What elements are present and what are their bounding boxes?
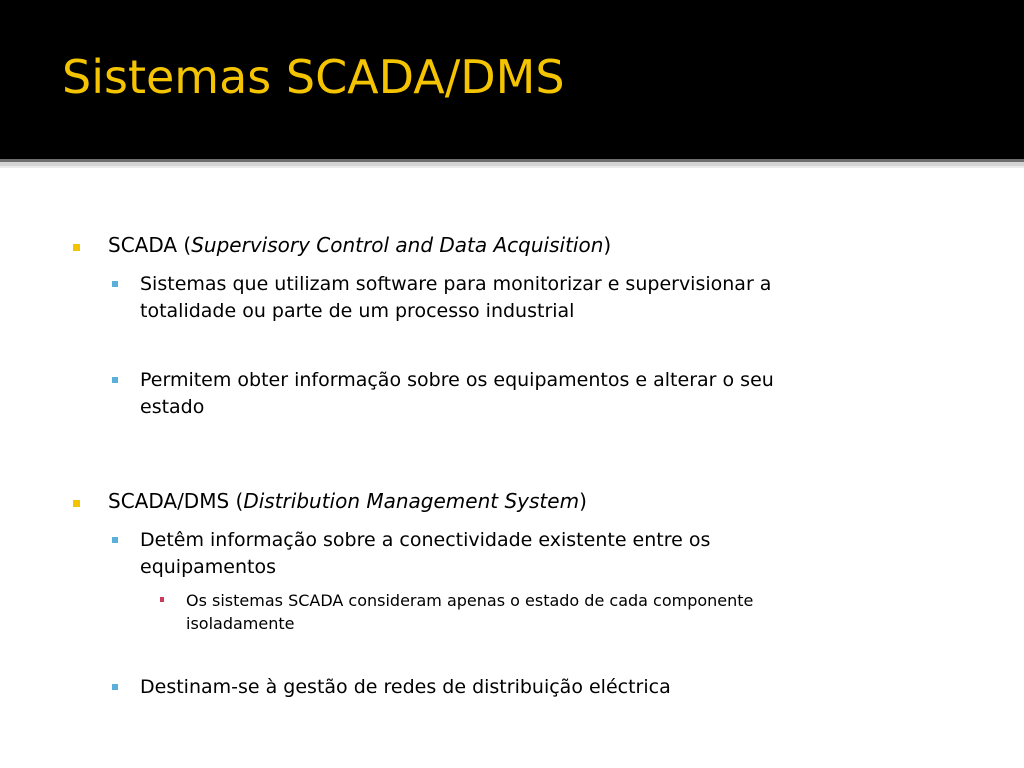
title-band xyxy=(0,0,1024,159)
bullet-scada-isolated-line1: Os sistemas SCADA consideram apenas o estado de cada componente xyxy=(186,591,754,610)
title-divider-shadow-soft xyxy=(0,166,1024,168)
bullet-marker-level2 xyxy=(112,684,118,690)
bullet-dms-connectivity xyxy=(140,527,710,581)
bullet-scada-capability-line2: estado xyxy=(140,396,205,418)
bullet-marker-level3 xyxy=(160,597,164,602)
bullet-scada-term: Supervisory Control and Data Acquisition xyxy=(191,233,604,257)
bullet-scada-description xyxy=(140,271,771,325)
bullet-marker-level2 xyxy=(112,537,118,543)
bullet-dms-connectivity-line1: Detêm informação sobre a conectividade existente entre os xyxy=(140,529,711,551)
bullet-scada-isolated-line2: isoladamente xyxy=(186,614,295,633)
bullet-scada-dms-prefix: SCADA/DMS ( xyxy=(108,489,244,513)
bullet-scada-prefix: SCADA ( xyxy=(108,233,192,257)
bullet-scada-dms-term: Distribution Management System xyxy=(243,489,580,513)
bullet-scada-capability-line1: Permitem obter informação sobre os equipamentos e alterar o seu xyxy=(140,369,774,391)
slide-title: Sistemas SCADA/DMS xyxy=(62,50,565,104)
bullet-dms-purpose xyxy=(140,674,671,701)
bullet-scada-isolated xyxy=(186,589,753,635)
bullet-scada-capability xyxy=(140,367,774,421)
bullet-marker-level1 xyxy=(73,500,80,507)
bullet-marker-level2 xyxy=(112,281,118,287)
bullet-scada-dms xyxy=(108,489,587,513)
bullet-dms-connectivity-line2: equipamentos xyxy=(140,556,276,578)
bullet-dms-purpose-line1: Destinam-se à gestão de redes de distribuição eléctrica xyxy=(140,676,671,698)
bullet-scada-suffix: ) xyxy=(603,233,612,257)
bullet-scada-dms-suffix: ) xyxy=(579,489,587,513)
bullet-scada-description-line1: Sistemas que utilizam software para monitorizar e supervisionar a xyxy=(140,273,772,295)
bullet-scada-description-line2: totalidade ou parte de um processo industrial xyxy=(140,300,575,322)
bullet-scada xyxy=(108,233,611,257)
bullet-marker-level2 xyxy=(112,377,118,383)
bullet-marker-level1 xyxy=(73,244,80,251)
